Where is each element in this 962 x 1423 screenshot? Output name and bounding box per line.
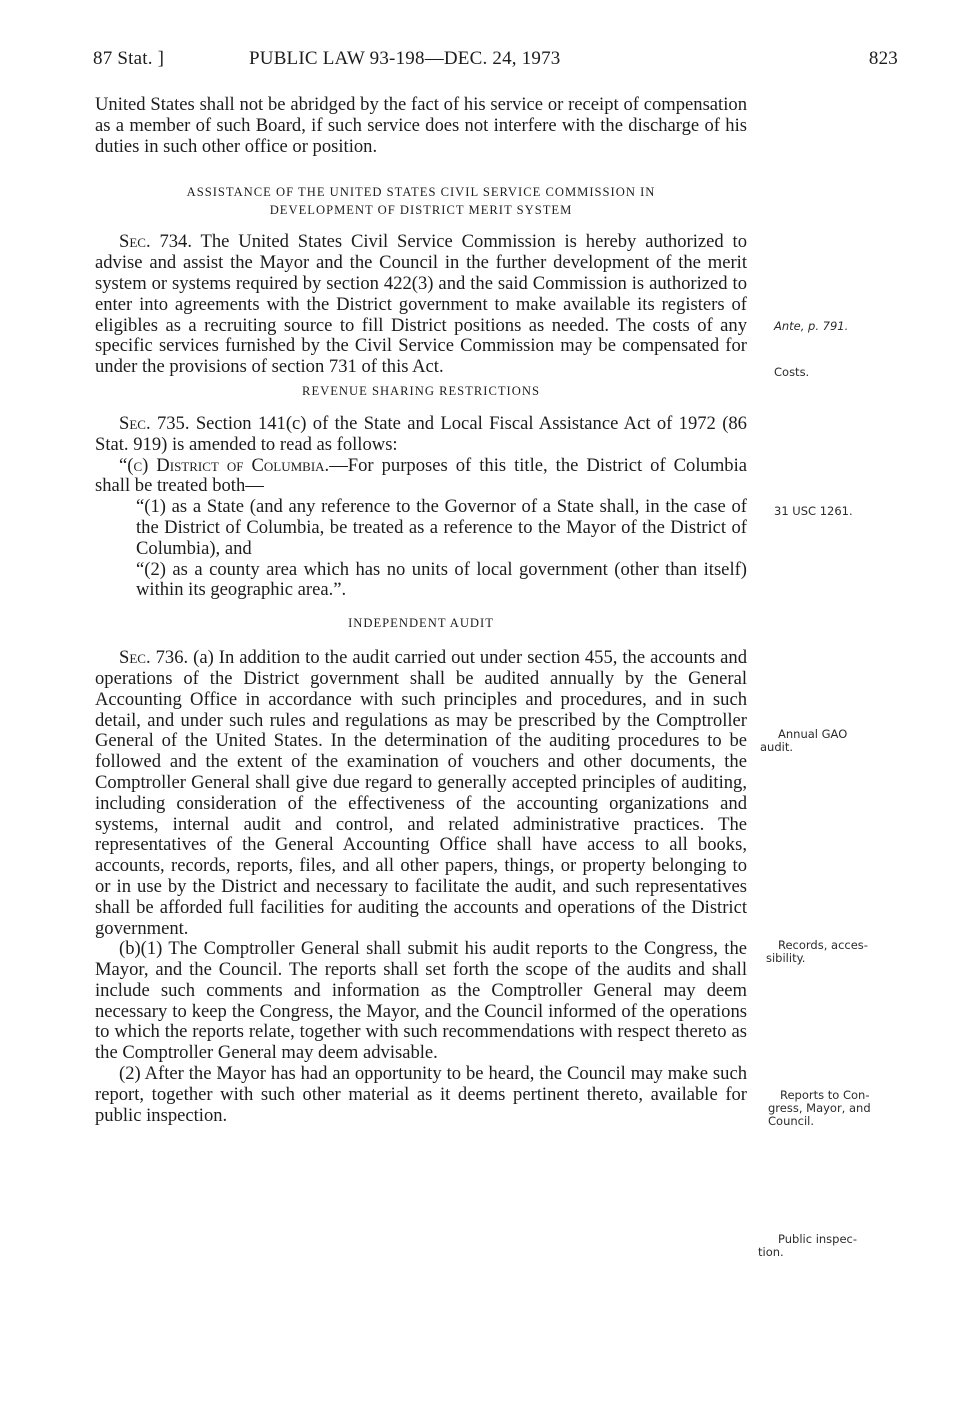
sec735-item-2: “(2) as a county area which has no units of local government (other than itself) within its geographic area.”. — [136, 558, 747, 601]
sec735-paragraph — [95, 414, 747, 456]
margin-note-reports-line1: Reports to Con- — [780, 1088, 870, 1102]
margin-note-records-line1: Records, acces- — [778, 938, 868, 952]
volume-reference: 87 Stat. ] — [93, 48, 165, 69]
margin-note-records-line2: sibility. — [766, 951, 806, 965]
sec735-caption: REVENUE SHARING RESTRICTIONS — [302, 383, 540, 398]
margin-note-reports-line3: Council. — [768, 1114, 815, 1128]
body-column — [95, 95, 747, 1126]
sec735-item-1: “(1) as a State (and any reference to the Governor of a State shall, in the case of the District of Columbia, be treated as a reference to the Mayor of the District of Columbia), and — [136, 496, 747, 559]
sec735-c-label: “(c) District of Columbia. — [119, 454, 330, 476]
sec736-caption: INDEPENDENT AUDIT — [348, 616, 494, 631]
margin-note-public — [758, 1232, 922, 1259]
sec735-text: Section 141(c) of the State and Local Fiscal Assistance Act of 1972 (86 Stat. 919) is amended to read as follows: — [95, 412, 747, 455]
sec736-label: Sec. 736. — [119, 647, 189, 669]
law-title: PUBLIC LAW 93-198—DEC. 24, 1973 — [249, 48, 561, 69]
margin-note-public-line2: tion. — [758, 1245, 784, 1259]
margin-note-annual-gao-line1: Annual GAO — [778, 727, 848, 741]
sec736-text-a: (a) In addition to the audit carried out under section 455, the accounts and operations of the District government shall be audited annually by the General Accounting Office in accordance with such principles and procedures, and in such detail, and under such rules and regulations as may be prescribed by the Comptroller General of the United States. In the determination of the auditing procedures to be followed and the extent of the examination of vouchers and other documents, the Comptroller General shall give due regard to generally accepted principles of auditing, including consideration of the effectiveness of the accounting organizations and systems, internal audit and control, and related administrative practices. The representatives of the General Accounting Office shall have access to all books, accounts, records, reports, files, and all other papers, things, or property belonging to or in use by the District and necessary to facilitate the audit, and such representatives shall be afforded full facilities for auditing the accounts and operations of the District government. — [95, 647, 747, 939]
sec734-label: Sec. 734. — [119, 231, 192, 253]
margin-note-usc: 31 USC 1261. — [774, 504, 853, 518]
sec735-label: Sec. 735. — [119, 412, 190, 434]
sec735-subsection-c — [95, 456, 747, 498]
page-number: 823 — [868, 48, 898, 69]
margin-note-costs: Costs. — [774, 365, 810, 379]
margin-note-annual-gao — [760, 727, 928, 754]
margin-note-annual-gao-line2: audit. — [760, 740, 793, 754]
margin-note-reports-line2: gress, Mayor, and — [768, 1101, 871, 1115]
margin-note-reports — [768, 1088, 930, 1128]
sec734-text: The United States Civil Service Commission is hereby authorized to advise and assist the Mayor and the Council in the further development of the merit system or systems required by section 422(3) and the said Commission is authorized to enter into agreements with the District government to make available its registers of eligibles as a recruiting source to fill District positions as needed. The costs of any specific services furnished by the Civil Service Commission may be compensated for under the provisions of section 731 of this Act. — [95, 231, 747, 378]
sec736-paragraph-b2: (2) After the Mayor has had an opportunity to be heard, the Council may make such report, together with such other material as it deems pertinent thereto, available for public inspection. — [95, 1063, 747, 1126]
continuation-paragraph: United States shall not be abridged by the fact of his service or receipt of compensation as a member of such Board, if such service does not interfere with the discharge of his duties in such other office or position. — [95, 94, 747, 157]
sec736-paragraph-a — [95, 648, 747, 939]
sec734-caption-line1: ASSISTANCE OF THE UNITED STATES CIVIL SERVICE COMMISSION IN — [186, 185, 656, 200]
margin-note-records — [766, 938, 928, 965]
sec734-caption-line2: DEVELOPMENT OF DISTRICT MERIT SYSTEM — [269, 203, 573, 218]
sec735-c-text: —For purposes of this title, the District of Columbia shall be treated both— — [95, 454, 747, 497]
margin-note-public-line1: Public inspec- — [778, 1232, 858, 1246]
running-head — [93, 48, 898, 76]
margin-note-ante: Ante, p. 791. — [774, 319, 849, 333]
sec734-paragraph — [95, 232, 747, 378]
sec736-paragraph-b1: (b)(1) The Comptroller General shall submit his audit reports to the Congress, the Mayor, and the Council. The reports shall set forth the scope of the audits and shall include such comments and information as the Comptroller General may deem necessary to keep the Congress, the Mayor, and the Council informed of the operations to which the reports relate, together with such recommendations with respect thereto as the Comptroller General may deem advisable. — [95, 938, 747, 1064]
